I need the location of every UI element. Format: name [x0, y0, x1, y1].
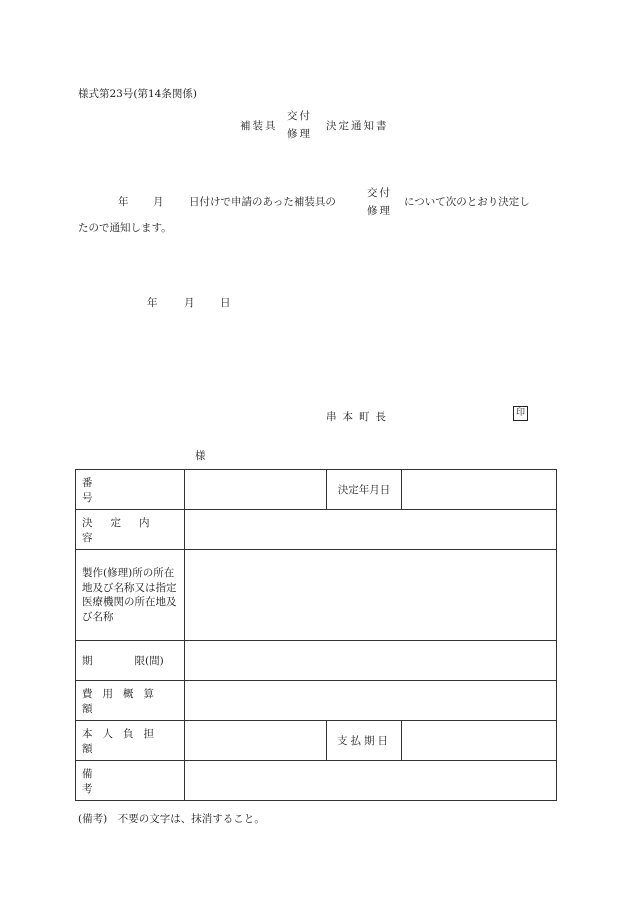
self-pay-value-cell[interactable]: [185, 721, 327, 761]
remarks-label: 備考: [82, 767, 169, 795]
decision-date-label: 決定年月日: [337, 484, 391, 496]
self-pay-label: 本人負担額: [82, 727, 164, 755]
title-option-repair: 修理: [287, 128, 312, 140]
form-number-label: 様式第23号(第14条関係): [78, 88, 197, 100]
body-text-before: 日付けで申請のあった補装具の: [189, 196, 336, 208]
table-row: [76, 510, 557, 550]
body-year: 年: [118, 196, 129, 208]
body-text-after: について次のとおり決定し: [404, 196, 530, 208]
date-month: 月: [184, 297, 195, 309]
estimated-cost-value-cell[interactable]: [185, 681, 557, 721]
manufacturer-label-cell: [76, 550, 185, 641]
decision-date-value-cell[interactable]: [402, 470, 557, 510]
date-day: 日: [220, 297, 231, 309]
table-row: [76, 681, 557, 721]
period-label: 期 限(間): [82, 655, 164, 667]
number-label-cell: [76, 470, 185, 510]
payment-date-label: 支払期日: [337, 735, 391, 747]
title-option-issue: 交付: [287, 110, 312, 122]
footnote: (備考) 不要の文字は、抹消すること。: [78, 813, 265, 825]
body-option-issue: 交付: [367, 187, 392, 199]
body-month: 月: [153, 196, 164, 208]
payment-date-label-cell: [327, 721, 402, 761]
decision-content-label: 決定内容: [82, 516, 168, 544]
decision-table: [75, 469, 557, 801]
estimated-cost-label-cell: [76, 681, 185, 721]
table-row: [76, 721, 557, 761]
remarks-value-cell[interactable]: [185, 761, 557, 801]
remarks-label-cell: [76, 761, 185, 801]
body-text-line2: たので通知します。: [78, 222, 172, 234]
title-suffix: 決定通知書: [326, 120, 389, 132]
period-value-cell[interactable]: [185, 641, 557, 681]
issuer-mayor: 串本町長: [326, 411, 392, 423]
addressee-suffix: 様: [195, 450, 206, 462]
date-year: 年: [147, 297, 158, 309]
seal-stamp: 印: [513, 406, 528, 421]
body-options: [367, 184, 392, 220]
table-row: [76, 641, 557, 681]
decision-date-label-cell: [327, 470, 402, 510]
table-row: [76, 470, 557, 510]
self-pay-label-cell: [76, 721, 185, 761]
title-prefix: 補装具: [240, 120, 278, 132]
period-label-cell: [76, 641, 185, 681]
decision-content-value-cell[interactable]: [185, 510, 557, 550]
title-options: [287, 107, 312, 143]
decision-content-label-cell: [76, 510, 185, 550]
body-option-repair: 修理: [367, 205, 392, 217]
number-label: 番号: [82, 476, 169, 504]
table-row: [76, 550, 557, 641]
table-row: [76, 761, 557, 801]
number-value-cell[interactable]: [185, 470, 327, 510]
payment-date-value-cell[interactable]: [402, 721, 557, 761]
estimated-cost-label: 費用概算額: [82, 687, 164, 715]
manufacturer-value-cell[interactable]: [185, 550, 557, 641]
manufacturer-label: 製作(修理)所の所在地及び名称又は指定医療機関の所在地及び名称: [82, 567, 177, 623]
